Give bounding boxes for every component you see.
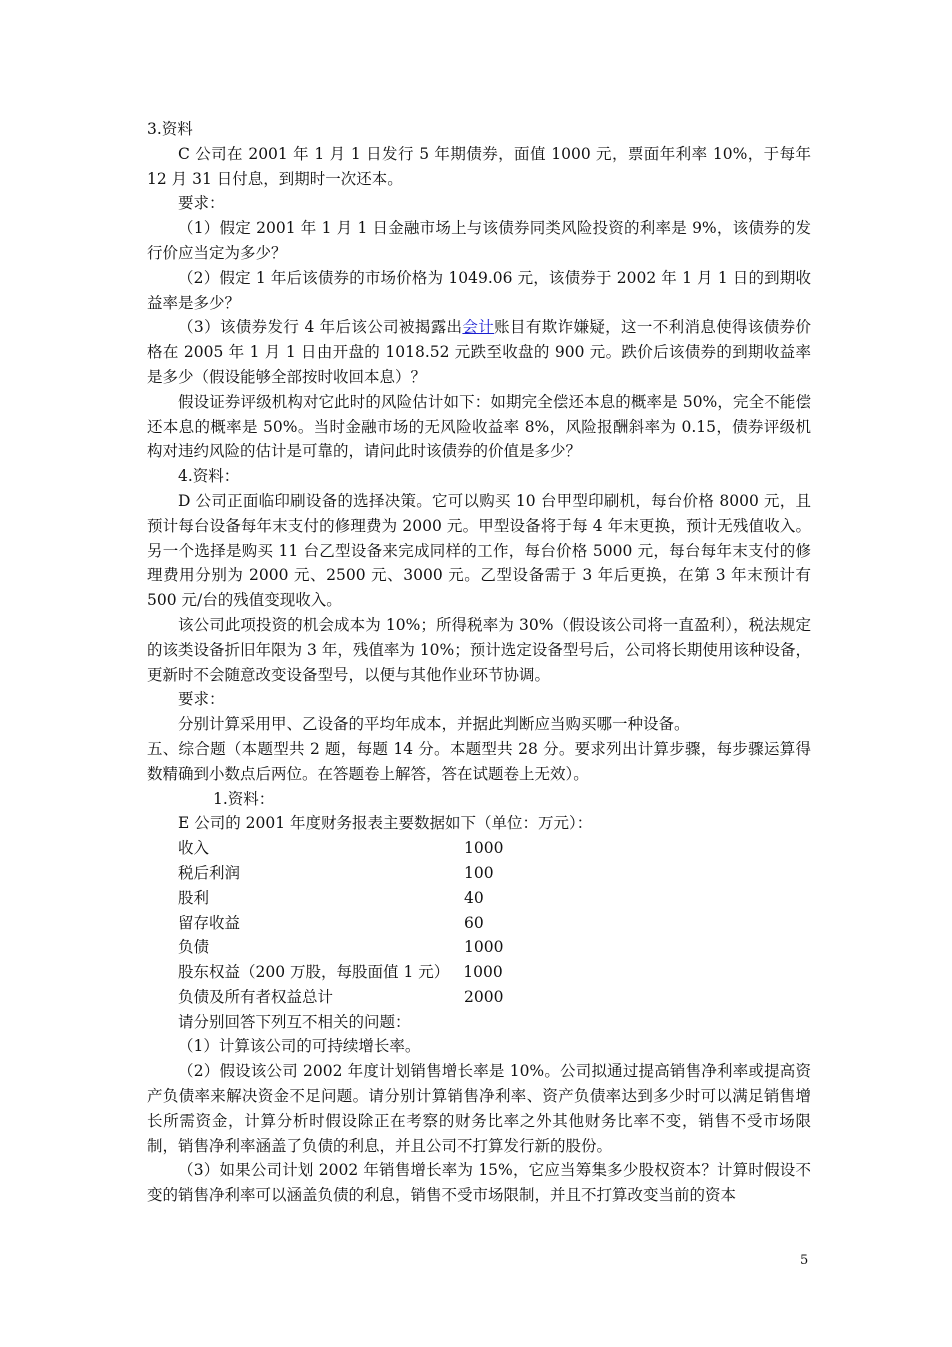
page-number: 5 — [800, 1253, 809, 1268]
row-label: 负债及所有者权益总计 — [178, 987, 334, 1006]
row-value: 2000 — [464, 987, 504, 1006]
section-3-heading: 3.资料 — [147, 120, 193, 138]
row-label: 负债 — [178, 938, 210, 957]
section-4-requirements-label: 要求： — [178, 690, 225, 709]
section-3-question-3 — [147, 315, 811, 389]
section-4-heading: 4.资料： — [178, 467, 240, 486]
row-value: 40 — [464, 888, 484, 907]
table-row — [147, 985, 811, 1010]
section-5-question-2: （2）假设该公司 2002 年度计划销售增长率是 10%。公司拟通过提高销售净利率或提高资产负债率来解决资金不足问题。请分别计算销售净利率、资产负债率达到多少时可以满足销售增长所需资金，计算分析时假设除正在考察的财务比率之外其他财务比率不变，销售不受市场限制，销售净利率涵盖了负债的利息，并且公司不打算发行新的股份。 — [147, 1062, 811, 1155]
section-5-question-1: （1）计算该公司的可持续增长率。 — [178, 1037, 421, 1056]
section-4-paragraph-1: D 公司正面临印刷设备的选择决策。它可以购买 10 台甲型印刷机，每台价格 8000 元，且预计每台设备每年末支付的修理费为 2000 元。甲型设备将于每 4 年末更换，预计无残值收入。另一个选择是购买 11 台乙型设备来完成同样的工作，每台价格 5000 元，每台每年末支付的修理费用分别为 2000 元、2500 元、3000 元。乙型设备需于 3 年后更换，在第 3 年末预计有 500 元/台的残值变现收入。 — [147, 491, 811, 610]
section-3-question-3-suffix: 账目有欺诈嫌疑，这一不利消息使得该债券价格在 2005 年 1 月 1 日由开盘的 1018.52 元跌至收盘的 900 元。跌价后该债券的到期收益率是多少（假设能够全部按时收回本息）？ — [147, 318, 811, 386]
row-label: 收入 — [178, 839, 210, 858]
table-row — [147, 836, 811, 861]
table-row — [147, 960, 811, 985]
section-3-question-2: （2）假定 1 年后该债券的市场价格为 1049.06 元，该债券于 2002 年 1 月 1 日的到期收益率是多少？ — [147, 268, 811, 312]
answer-prompt: 请分别回答下列互不相关的问题： — [178, 1012, 411, 1031]
section-5-subheading: 1.资料： — [213, 789, 275, 808]
row-value: 60 — [464, 913, 484, 932]
section-5-question-3: （3）如果公司计划 2002 年销售增长率为 15%，它应当筹集多少股权资本？计算时假设不变的销售净利率可以涵盖负债的利息，销售不受市场限制，并且不打算改变当前的资本 — [147, 1161, 811, 1205]
row-label: 留存收益 — [178, 913, 241, 932]
row-label: 股东权益（200 万股，每股面值 1 元） — [178, 963, 450, 982]
row-label: 股利 — [178, 888, 210, 907]
section-3-question-1: （1）假定 2001 年 1 月 1 日金融市场上与该债券同类风险投资的利率是 9%，该债券的发行价应当定为多少？ — [147, 219, 811, 262]
section-4-paragraph-2: 该公司此项投资的机会成本为 10%；所得税率为 30%（假设该公司将一直盈利），税法规定的该类设备折旧年限为 3 年，残值率为 10%；预计选定设备型号后，公司将长期使用该种设备，更新时不会随意改变设备型号，以便与其他作业环节协调。 — [147, 615, 811, 684]
section-3-intro: C 公司在 2001 年 1 月 1 日发行 5 年期债券，面值 1000 元，票面年利率 10%，于每年 12 月 31 日付息，到期时一次还本。 — [147, 144, 811, 188]
accounting-link[interactable]: 会计 — [462, 318, 495, 337]
section-3-question-4: 假设证券评级机构对它此时的风险估计如下：如期完全偿还本息的概率是 50%，完全不能偿还本息的概率是 50%。当时金融市场的无风险收益率 8%，风险报酬斜率为 0.15，债券评级机构对违约风险的估计是可靠的，请问此时该债券的价值是多少？ — [147, 392, 811, 461]
page-content — [147, 117, 811, 1208]
section-5-heading: 五、综合题（本题型共 2 题，每题 14 分。本题型共 28 分。要求列出计算步骤，每步骤运算得数精确到小数点后两位。在答题卷上解答，答在试题卷上无效）。 — [147, 739, 811, 783]
financial-data-table — [147, 836, 811, 1010]
section-3-requirements-label: 要求： — [178, 194, 225, 213]
table-row — [147, 886, 811, 911]
row-value: 100 — [464, 863, 494, 882]
section-5-intro: E 公司的 2001 年度财务报表主要数据如下（单位：万元）： — [178, 814, 593, 833]
table-row — [147, 935, 811, 960]
row-label: 税后利润 — [178, 863, 241, 882]
row-value: 1000 — [464, 839, 504, 858]
table-row — [147, 861, 811, 886]
row-value: 1000 — [463, 963, 503, 982]
table-row — [147, 911, 811, 936]
row-value: 1000 — [464, 938, 504, 957]
section-3-question-3-prefix: （3）该债券发行 4 年后该公司被揭露出 — [178, 318, 463, 337]
section-4-requirement: 分别计算采用甲、乙设备的平均年成本，并据此判断应当购买哪一种设备。 — [178, 715, 690, 734]
